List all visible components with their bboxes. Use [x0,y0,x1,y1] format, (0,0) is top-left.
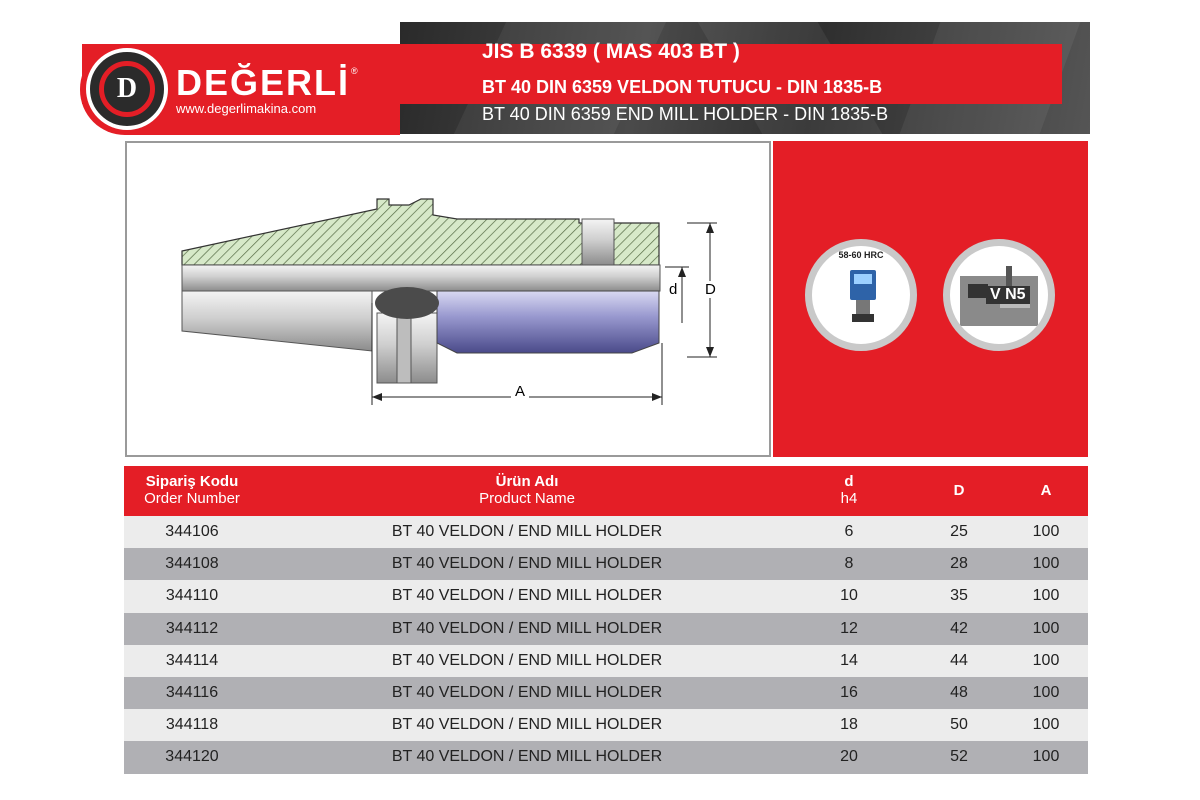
header-product-name: Ürün Adı Product Name [479,473,575,507]
hardness-badge [805,239,917,351]
cell-A: 100 [1032,716,1060,734]
cell-d: 10 [840,587,858,605]
header-D: D [953,482,965,499]
cell-D: 48 [950,683,968,701]
cell-D: 35 [950,587,968,605]
cell-D: 25 [950,523,968,540]
brand-name: DEĞERLİ [176,62,351,103]
cell-D: 52 [950,748,968,766]
table-row [124,548,1088,580]
brand-url: www.degerlimakina.com [176,101,317,116]
cell-D: 50 [950,716,968,734]
cell-order-number: 344114 [165,651,219,669]
cell-order-number: 344118 [165,716,219,734]
cell-d: 14 [840,651,858,669]
surface-finish-label: V N5 [986,286,1030,304]
table-row [124,741,1088,773]
cell-d: 20 [840,748,858,766]
cell-D: 42 [950,619,968,637]
header-A: A [1040,482,1052,499]
cell-d: 12 [840,619,858,637]
cell-product-name: BT 40 VELDON / END MILL HOLDER [391,587,663,605]
table-row [124,516,1088,548]
table-row [124,613,1088,645]
hardness-label: 58-60 HRC [838,250,884,260]
cell-D: 44 [950,651,968,669]
table-row [124,677,1088,709]
cell-A: 100 [1032,555,1060,573]
cell-product-name: BT 40 VELDON / END MILL HOLDER [391,716,663,734]
cell-A: 100 [1032,748,1060,766]
cell-d: 8 [844,555,854,573]
cell-A: 100 [1032,651,1060,669]
table-row [124,580,1088,612]
cell-product-name: BT 40 VELDON / END MILL HOLDER [391,555,663,573]
cell-order-number: 344106 [165,523,219,540]
feature-panel [773,141,1088,457]
cell-product-name: BT 40 VELDON / END MILL HOLDER [391,651,663,669]
brand-logo-icon: D [86,48,168,130]
cell-d: 18 [840,716,858,734]
cell-order-number: 344110 [165,587,219,605]
table-row [124,709,1088,741]
product-table [124,466,1088,774]
dimension-label-d: d [669,281,678,298]
surface-finish-badge [943,239,1055,351]
product-title-tr: BT 40 DIN 6359 VELDON TUTUCU - DIN 1835-B [482,77,883,97]
technical-drawing [125,141,771,457]
header-d: d h4 [840,473,858,507]
cell-A: 100 [1032,683,1060,701]
table-row [124,645,1088,677]
dimension-label-A: A [511,383,529,400]
brand-registered-mark: ® [351,66,358,76]
hardness-tester-icon [812,246,910,344]
cell-d: 16 [840,683,858,701]
header-order-number: Sipariş Kodu Order Number [144,473,240,507]
cell-A: 100 [1032,619,1060,637]
tool-holder-drawing [127,143,769,455]
standard-title: JIS B 6339 ( MAS 403 BT ) [482,40,740,63]
cell-product-name: BT 40 VELDON / END MILL HOLDER [391,748,663,766]
cell-order-number: 344116 [165,683,219,701]
table-header [124,466,1088,516]
cell-product-name: BT 40 VELDON / END MILL HOLDER [391,523,663,540]
cell-A: 100 [1032,587,1060,605]
cell-A: 100 [1032,523,1060,540]
cell-product-name: BT 40 VELDON / END MILL HOLDER [391,619,663,637]
dimension-label-D: D [705,281,716,298]
cell-D: 28 [950,555,968,573]
cell-order-number: 344108 [165,555,219,573]
cell-product-name: BT 40 VELDON / END MILL HOLDER [391,683,663,701]
cell-order-number: 344112 [165,619,219,637]
cell-d: 6 [844,523,854,540]
product-title-en: BT 40 DIN 6359 END MILL HOLDER - DIN 1835-B [482,104,889,124]
cell-order-number: 344120 [165,748,219,766]
